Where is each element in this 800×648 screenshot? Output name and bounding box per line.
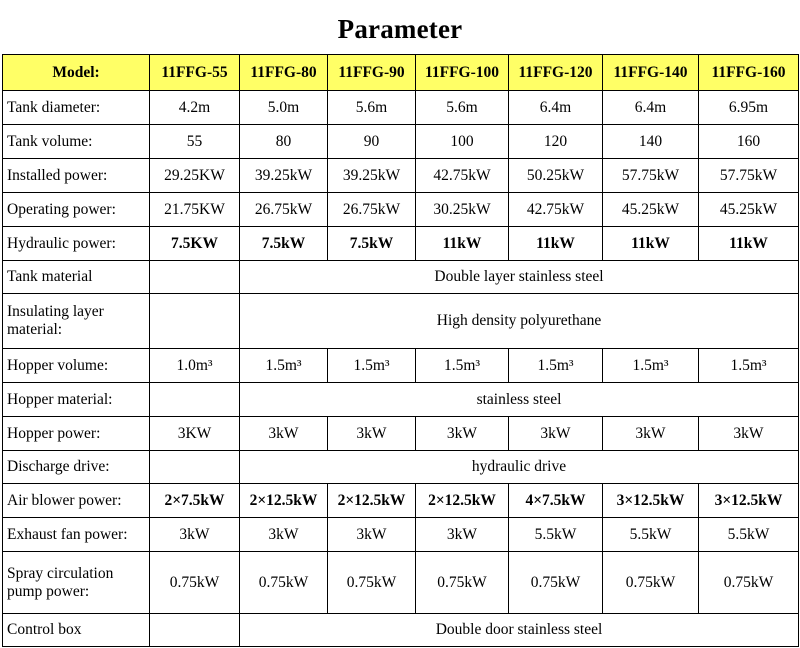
cell-value: 6.4m (603, 91, 699, 125)
cell-value: 42.75kW (509, 193, 603, 227)
row-label: Hopper power: (3, 417, 150, 451)
row-label: Tank volume: (3, 125, 150, 159)
model-header: 11FFG-160 (699, 55, 799, 91)
cell-value: 0.75kW (416, 552, 509, 614)
cell-value: 57.75kW (603, 159, 699, 193)
cell-value: 120 (509, 125, 603, 159)
header-row (3, 55, 799, 91)
cell-value: 55 (150, 125, 240, 159)
cell-value: 3kW (416, 417, 509, 451)
model-header: 11FFG-100 (416, 55, 509, 91)
table-row (3, 125, 799, 159)
table-row (3, 417, 799, 451)
cell-value: 3kW (509, 417, 603, 451)
model-header-label: Model: (3, 55, 150, 91)
empty-cell (150, 614, 240, 647)
cell-value: 11kW (416, 227, 509, 261)
model-header: 11FFG-90 (328, 55, 416, 91)
merged-cell-value: Double door stainless steel (240, 614, 799, 647)
cell-value: 57.75kW (699, 159, 799, 193)
cell-value: 100 (416, 125, 509, 159)
cell-value: 140 (603, 125, 699, 159)
table-row (3, 227, 799, 261)
cell-value: 0.75kW (150, 552, 240, 614)
table-row (3, 383, 799, 417)
cell-value: 11kW (699, 227, 799, 261)
merged-cell-value: High density polyurethane (240, 294, 799, 349)
cell-value: 0.75kW (699, 552, 799, 614)
cell-value: 3kW (328, 417, 416, 451)
cell-value: 1.5m³ (509, 349, 603, 383)
merged-cell-value: stainless steel (240, 383, 799, 417)
table-row (3, 294, 799, 349)
cell-value: 39.25kW (328, 159, 416, 193)
cell-value: 6.4m (509, 91, 603, 125)
row-label: Operating power: (3, 193, 150, 227)
empty-cell (150, 383, 240, 417)
cell-value: 1.5m³ (328, 349, 416, 383)
cell-value: 42.75kW (416, 159, 509, 193)
cell-value: 90 (328, 125, 416, 159)
cell-value: 1.5m³ (416, 349, 509, 383)
table-row (3, 484, 799, 518)
cell-value: 45.25kW (699, 193, 799, 227)
cell-value: 2×12.5kW (240, 484, 328, 518)
table-row (3, 193, 799, 227)
cell-value: 1.0m³ (150, 349, 240, 383)
row-label: Insulating layer material: (3, 294, 150, 349)
cell-value: 3kW (699, 417, 799, 451)
table-row (3, 91, 799, 125)
table-row (3, 552, 799, 614)
cell-value: 0.75kW (603, 552, 699, 614)
row-label: Exhaust fan power: (3, 518, 150, 552)
cell-value: 5.5kW (509, 518, 603, 552)
cell-value: 1.5m³ (603, 349, 699, 383)
cell-value: 2×12.5kW (328, 484, 416, 518)
cell-value: 0.75kW (240, 552, 328, 614)
cell-value: 1.5m³ (240, 349, 328, 383)
model-header: 11FFG-55 (150, 55, 240, 91)
row-label: Tank diameter: (3, 91, 150, 125)
cell-value: 50.25kW (509, 159, 603, 193)
row-label: Tank material (3, 261, 150, 294)
cell-value: 4.2m (150, 91, 240, 125)
cell-value: 3kW (328, 518, 416, 552)
empty-cell (150, 261, 240, 294)
cell-value: 7.5kW (328, 227, 416, 261)
model-header: 11FFG-120 (509, 55, 603, 91)
cell-value: 2×12.5kW (416, 484, 509, 518)
cell-value: 2×7.5kW (150, 484, 240, 518)
cell-value: 30.25kW (416, 193, 509, 227)
table-row (3, 261, 799, 294)
cell-value: 7.5KW (150, 227, 240, 261)
row-label: Spray circulation pump power: (3, 552, 150, 614)
page-title: Parameter (337, 14, 463, 44)
table-row (3, 518, 799, 552)
cell-value: 3kW (240, 417, 328, 451)
cell-value: 3kW (240, 518, 328, 552)
cell-value: 26.75kW (240, 193, 328, 227)
cell-value: 7.5kW (240, 227, 328, 261)
row-label: Control box (3, 614, 150, 647)
cell-value: 80 (240, 125, 328, 159)
cell-value: 5.5kW (603, 518, 699, 552)
cell-value: 5.6m (416, 91, 509, 125)
cell-value: 26.75kW (328, 193, 416, 227)
cell-value: 21.75KW (150, 193, 240, 227)
table-row (3, 614, 799, 647)
cell-value: 1.5m³ (699, 349, 799, 383)
merged-cell-value: hydraulic drive (240, 451, 799, 484)
empty-cell (150, 451, 240, 484)
empty-cell (150, 294, 240, 349)
cell-value: 3×12.5kW (603, 484, 699, 518)
cell-value: 3kW (150, 518, 240, 552)
row-label: Air blower power: (3, 484, 150, 518)
table-row (3, 159, 799, 193)
row-label: Hopper volume: (3, 349, 150, 383)
parameter-table (2, 54, 799, 647)
cell-value: 5.6m (328, 91, 416, 125)
cell-value: 39.25kW (240, 159, 328, 193)
row-label: Installed power: (3, 159, 150, 193)
table-row (3, 451, 799, 484)
cell-value: 0.75kW (509, 552, 603, 614)
cell-value: 3kW (416, 518, 509, 552)
merged-cell-value: Double layer stainless steel (240, 261, 799, 294)
model-header: 11FFG-140 (603, 55, 699, 91)
cell-value: 45.25kW (603, 193, 699, 227)
cell-value: 0.75kW (328, 552, 416, 614)
cell-value: 5.5kW (699, 518, 799, 552)
cell-value: 3KW (150, 417, 240, 451)
cell-value: 5.0m (240, 91, 328, 125)
cell-value: 3kW (603, 417, 699, 451)
cell-value: 6.95m (699, 91, 799, 125)
cell-value: 4×7.5kW (509, 484, 603, 518)
cell-value: 3×12.5kW (699, 484, 799, 518)
cell-value: 11kW (509, 227, 603, 261)
table-row (3, 349, 799, 383)
row-label: Discharge drive: (3, 451, 150, 484)
model-header: 11FFG-80 (240, 55, 328, 91)
cell-value: 11kW (603, 227, 699, 261)
cell-value: 160 (699, 125, 799, 159)
row-label: Hopper material: (3, 383, 150, 417)
cell-value: 29.25KW (150, 159, 240, 193)
row-label: Hydraulic power: (3, 227, 150, 261)
